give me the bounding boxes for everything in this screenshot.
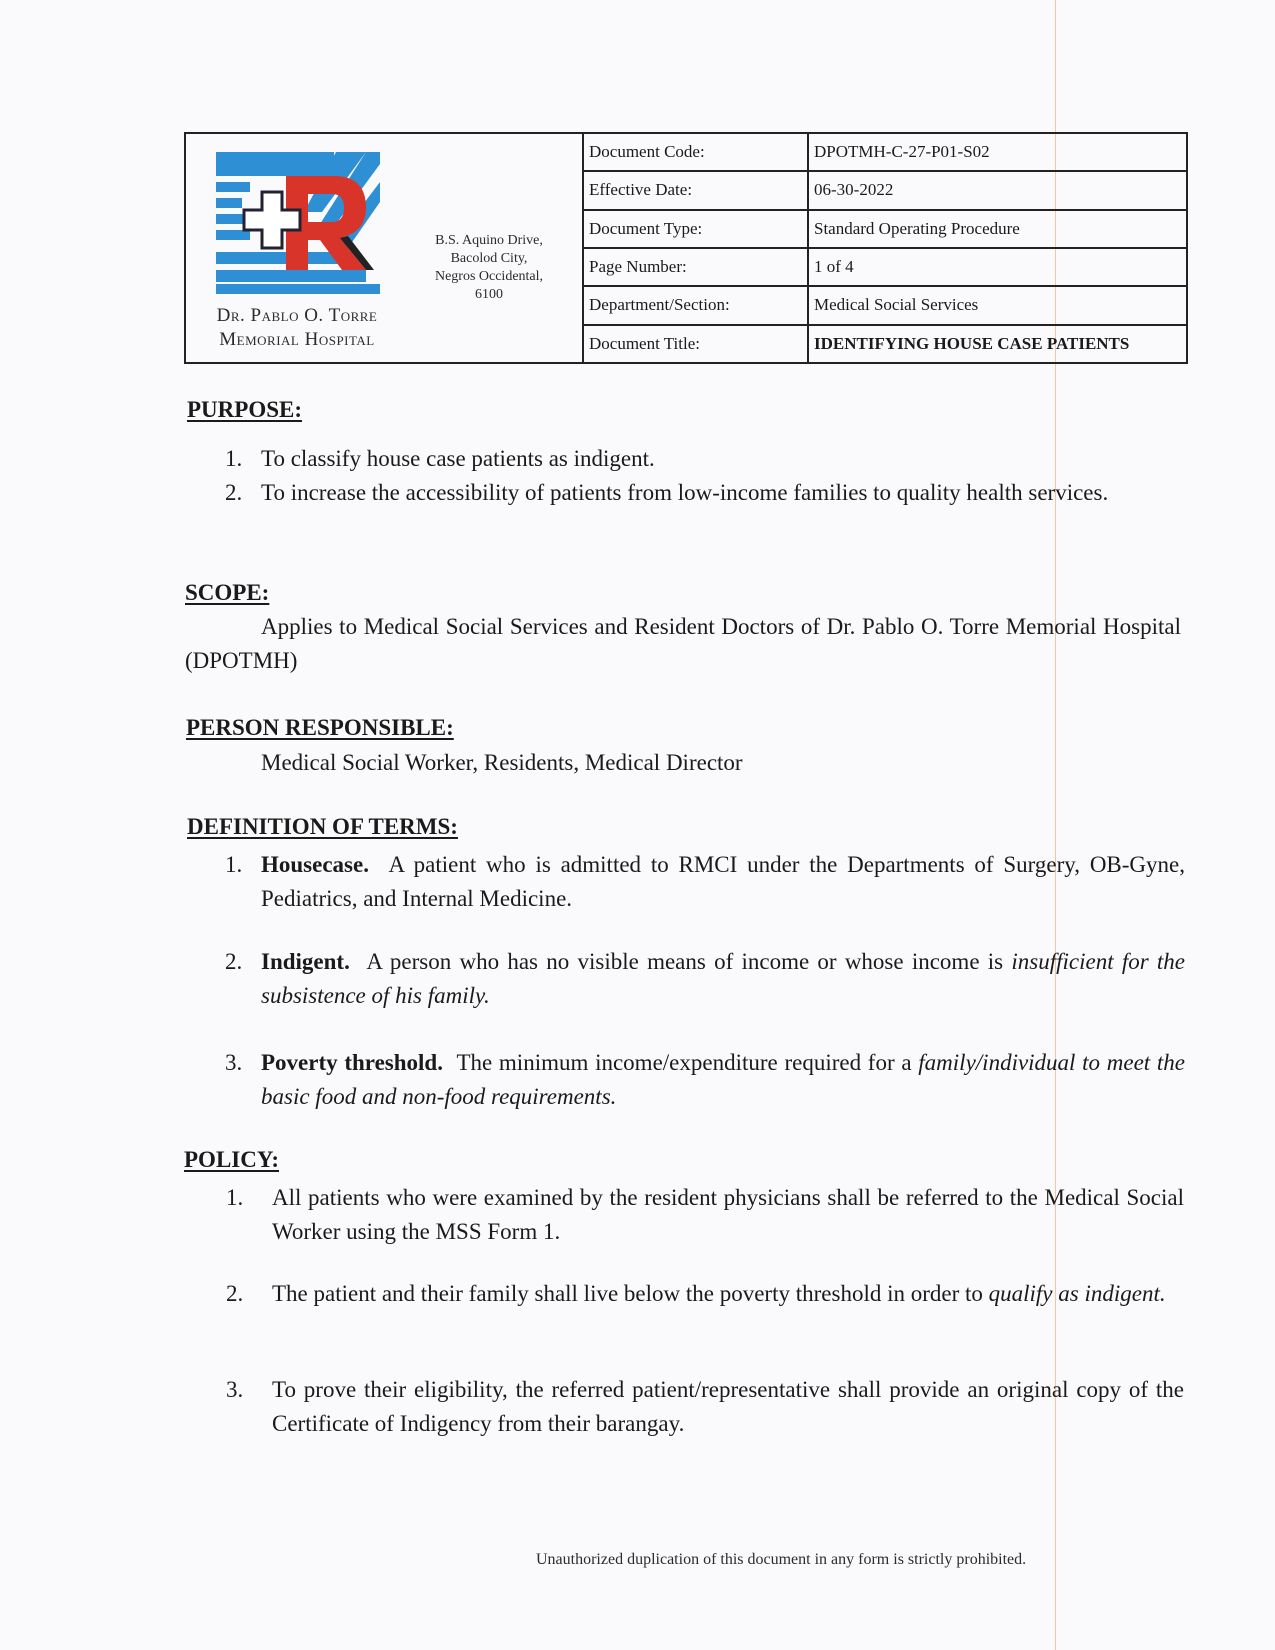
logo-cell (186, 134, 584, 362)
purpose-item-text: To classify house case patients as indigent. (261, 446, 655, 471)
definition-text (261, 1046, 1185, 1114)
purpose-item-text: To increase the accessibility of patients from low-income families to quality health services. (261, 480, 1109, 505)
definition-body-italic: insufficient for the subsistence of his family. (261, 949, 1186, 1008)
meta-row-document-title (584, 326, 1186, 362)
meta-row-department (584, 287, 1186, 325)
list-number: 3. (225, 1050, 243, 1075)
meta-label: Effective Date: (584, 172, 809, 208)
hospital-name-line1: Dr. Pablo O. Torre (216, 305, 378, 326)
definition-text (261, 945, 1185, 1013)
definition-body: A patient who is admitted to RMCI under the Departments of Surgery, OB-Gyne, Pediatrics, and Internal Medicine. (261, 852, 1185, 911)
hospital-name (192, 304, 402, 352)
purpose-heading: PURPOSE: (187, 397, 302, 422)
definitions-heading: DEFINITION OF TERMS: (187, 814, 458, 839)
hospital-name-line2: Memorial Hospital (219, 329, 375, 350)
list-number: 2. (226, 1281, 244, 1306)
scope-text: Applies to Medical Social Services and Resident Doctors of Dr. Pablo O. Torre Memorial Hospital (DPOTMH) (185, 614, 1181, 673)
definition-body: A person who has no visible means of income or whose income is (366, 949, 1004, 974)
address-line: Negros Occidental, (434, 269, 544, 284)
scope-heading: SCOPE: (185, 580, 270, 605)
meta-label: Document Code: (584, 134, 809, 170)
policy-body: The patient and their family shall live below the poverty threshold in order to (272, 1281, 983, 1306)
definition-term: Poverty threshold. (261, 1050, 443, 1075)
list-number: 2. (225, 480, 243, 505)
meta-value: 1 of 4 (814, 257, 854, 277)
hospital-logo-icon (216, 152, 380, 294)
meta-label: Document Title: (584, 326, 809, 362)
list-number: 3. (226, 1377, 244, 1402)
address-line: 6100 (475, 287, 503, 302)
meta-label: Document Type: (584, 211, 809, 247)
policy-text (272, 1181, 1184, 1249)
document-meta-table (584, 134, 1186, 362)
policy-body-italic: qualify as indigent. (988, 1281, 1166, 1306)
meta-row-effective-date (584, 172, 1186, 210)
meta-label: Page Number: (584, 249, 809, 285)
policy-text (272, 1373, 1184, 1441)
footer-notice: Unauthorized duplication of this document in any form is strictly prohibited. (536, 1551, 1027, 1568)
definition-body: The minimum income/expenditure required for a (456, 1050, 912, 1075)
definition-body-italic: family/individual to meet the basic food and non-food requirements. (261, 1050, 1186, 1109)
policy-text (272, 1277, 1184, 1311)
meta-value: Standard Operating Procedure (814, 218, 1020, 238)
hospital-address (414, 232, 564, 304)
meta-value: 06-30-2022 (814, 180, 894, 200)
meta-label: Department/Section: (584, 287, 809, 323)
policy-body: All patients who were examined by the resident physicians shall be referred to the Medical Social Worker using the MSS Form 1. (272, 1185, 1184, 1244)
definition-term: Indigent. (261, 949, 350, 974)
list-number: 1. (226, 1185, 244, 1210)
meta-row-document-code (584, 134, 1186, 172)
meta-row-document-type (584, 211, 1186, 249)
list-number: 1. (225, 446, 243, 471)
meta-value: DPOTMH-C-27-P01-S02 (814, 142, 990, 162)
meta-value: Medical Social Services (814, 295, 979, 315)
list-number: 2. (225, 949, 243, 974)
policy-body: To prove their eligibility, the referred patient/representative shall provide an original copy of the Certificate of Indigency from their barangay. (272, 1377, 1184, 1436)
definition-text (261, 848, 1185, 916)
person-responsible-text: Medical Social Worker, Residents, Medical Director (261, 750, 743, 775)
policy-heading: POLICY: (184, 1147, 279, 1172)
document-header-table (184, 132, 1188, 364)
address-line: B.S. Aquino Drive, (435, 233, 543, 248)
person-responsible-heading: PERSON RESPONSIBLE: (186, 715, 454, 740)
meta-value-document-title: IDENTIFYING HOUSE CASE PATIENTS (814, 333, 1130, 353)
definition-term: Housecase. (261, 852, 369, 877)
meta-row-page-number (584, 249, 1186, 287)
list-number: 1. (225, 852, 243, 877)
address-line: Bacolod City, (450, 251, 528, 266)
